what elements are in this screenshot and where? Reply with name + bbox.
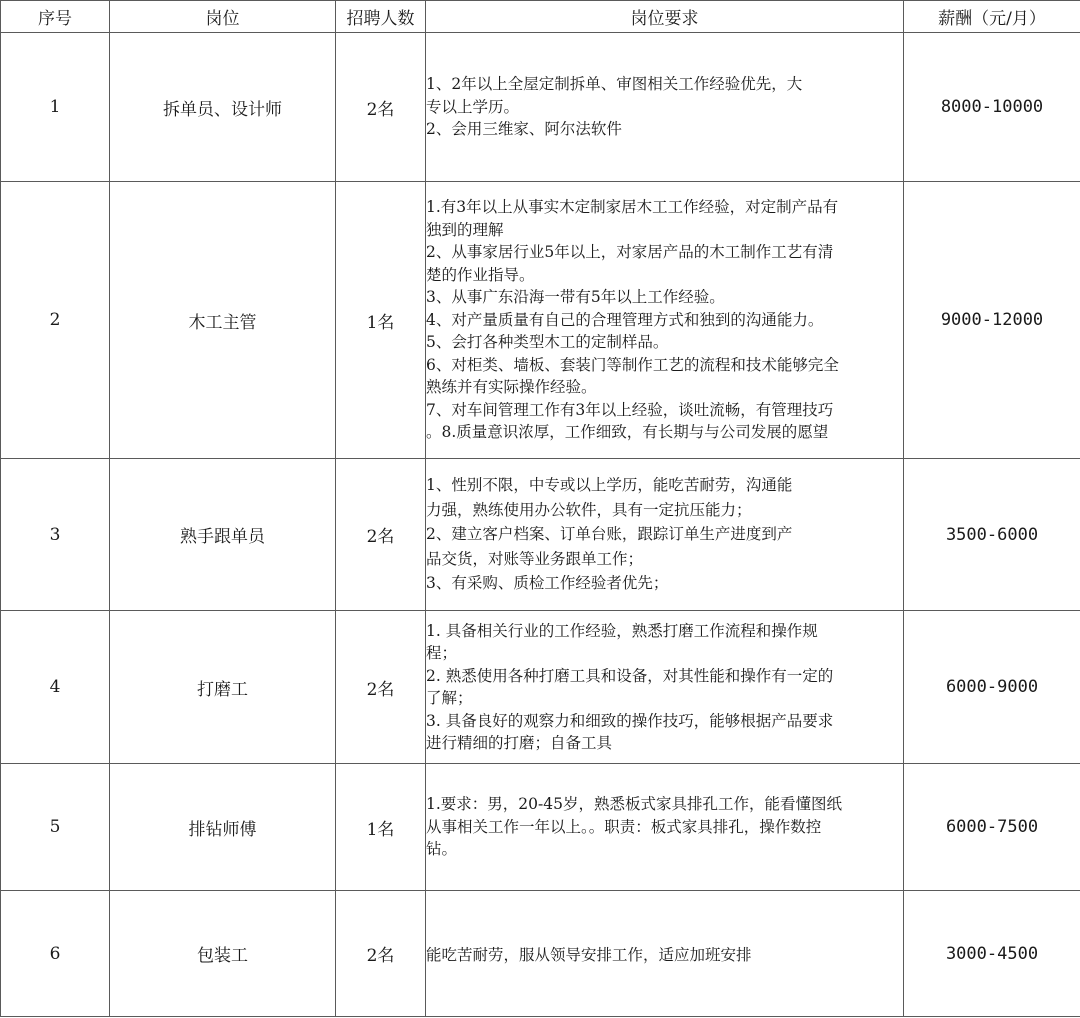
requirement-line: 1.有3年以上从事实木定制家居木工工作经验，对定制产品有: [426, 198, 839, 217]
row-count: 1名: [336, 182, 426, 459]
requirement-line: 程；: [426, 644, 458, 662]
row-salary: 3500-6000: [904, 459, 1080, 611]
row-requirements: [426, 33, 904, 182]
row-requirements: [426, 611, 904, 764]
table-row: [1, 891, 1080, 1017]
row-salary: 9000-12000: [904, 182, 1080, 459]
requirement-line: 独到的理解: [426, 220, 504, 239]
requirement-line: 1. 具备相关行业的工作经验，熟悉打磨工作流程和操作规: [426, 621, 818, 640]
row-index: 6: [1, 891, 110, 1017]
table-row: [1, 182, 1080, 459]
row-requirements: [426, 764, 904, 891]
row-count: 2名: [336, 611, 426, 764]
requirement-line: 6、对柜类、墙板、套装门等制作工艺的流程和技术能够完全: [426, 355, 839, 374]
row-salary: 3000-4500: [904, 891, 1080, 1017]
requirement-line: 。8.质量意识浓厚，工作细致，有长期与与公司发展的愿望: [426, 423, 829, 442]
row-requirements: [426, 182, 904, 459]
row-index: 4: [1, 611, 110, 764]
row-position: 拆单员、设计师: [110, 33, 336, 182]
row-index: 2: [1, 182, 110, 459]
requirement-line: 4、对产量质量有自己的合理管理方式和独到的沟通能力。: [426, 310, 824, 329]
table-row: [1, 611, 1080, 764]
requirement-line: 从事相关工作一年以上。。职责：板式家具排孔，操作数控: [426, 817, 822, 836]
header-requirements: 岗位要求: [426, 1, 904, 33]
header-count: 招聘人数: [336, 1, 426, 33]
requirement-line: 7、对车间管理工作有3年以上经验，谈吐流畅，有管理技巧: [426, 400, 834, 419]
header-index: 序号: [1, 1, 110, 33]
row-index: 3: [1, 459, 110, 611]
requirement-line: 能吃苦耐劳，服从领导安排工作，适应加班安排: [426, 945, 752, 964]
row-count: 1名: [336, 764, 426, 891]
row-salary: 6000-7500: [904, 764, 1080, 891]
requirement-line: 2. 熟悉使用各种打磨工具和设备，对其性能和操作有一定的: [426, 666, 834, 685]
header-row: [1, 1, 1080, 33]
requirement-line: 专以上学历。: [426, 97, 520, 116]
requirement-line: 3. 具备良好的观察力和细致的操作技巧，能够根据产品要求: [426, 711, 834, 730]
requirement-line: 了解；: [426, 689, 473, 707]
table-row: [1, 459, 1080, 611]
requirement-line: 进行精细的打磨；自备工具: [426, 734, 613, 752]
requirement-line: 熟练并有实际操作经验。: [426, 378, 597, 397]
row-position: 熟手跟单员: [110, 459, 336, 611]
table-row: [1, 33, 1080, 182]
requirement-line: 5、会打各种类型木工的定制样品。: [426, 333, 669, 352]
requirement-line: 3、有采购、质检工作经验者优先；: [426, 574, 669, 593]
row-position: 排钻师傅: [110, 764, 336, 891]
row-count: 2名: [336, 33, 426, 182]
requirement-line: 2、从事家居行业5年以上，对家居产品的木工制作工艺有清: [426, 243, 834, 262]
requirement-line: 1、性别不限，中专或以上学历，能吃苦耐劳，沟通能: [426, 476, 793, 495]
row-requirements: [426, 891, 904, 1017]
row-requirements: [426, 459, 904, 611]
requirement-line: 2、建立客户档案、订单台账，跟踪订单生产进度到产: [426, 525, 793, 544]
row-salary: 6000-9000: [904, 611, 1080, 764]
requirement-line: 力强，熟练使用办公软件，具有一定抗压能力；: [426, 500, 752, 519]
requirement-line: 2、会用三维家、阿尔法软件: [426, 120, 622, 139]
requirement-line: 钻。: [426, 840, 458, 859]
row-count: 2名: [336, 891, 426, 1017]
requirement-line: 楚的作业指导。: [426, 265, 535, 284]
row-count: 2名: [336, 459, 426, 611]
header-position: 岗位: [110, 1, 336, 33]
requirement-line: 品交货，对账等业务跟单工作；: [426, 549, 644, 568]
requirement-line: 1、2年以上全屋定制拆单、审图相关工作经验优先，大: [426, 75, 803, 94]
requirement-line: 1.要求：男，20-45岁，熟悉板式家具排孔工作，能看懂图纸: [426, 795, 842, 814]
header-salary: 薪酬（元/月）: [904, 1, 1080, 33]
requirement-line: 3、从事广东沿海一带有5年以上工作经验。: [426, 288, 725, 307]
row-index: 5: [1, 764, 110, 891]
row-position: 木工主管: [110, 182, 336, 459]
row-position: 打磨工: [110, 611, 336, 764]
row-salary: 8000-10000: [904, 33, 1080, 182]
row-position: 包装工: [110, 891, 336, 1017]
table-row: [1, 764, 1080, 891]
row-index: 1: [1, 33, 110, 182]
